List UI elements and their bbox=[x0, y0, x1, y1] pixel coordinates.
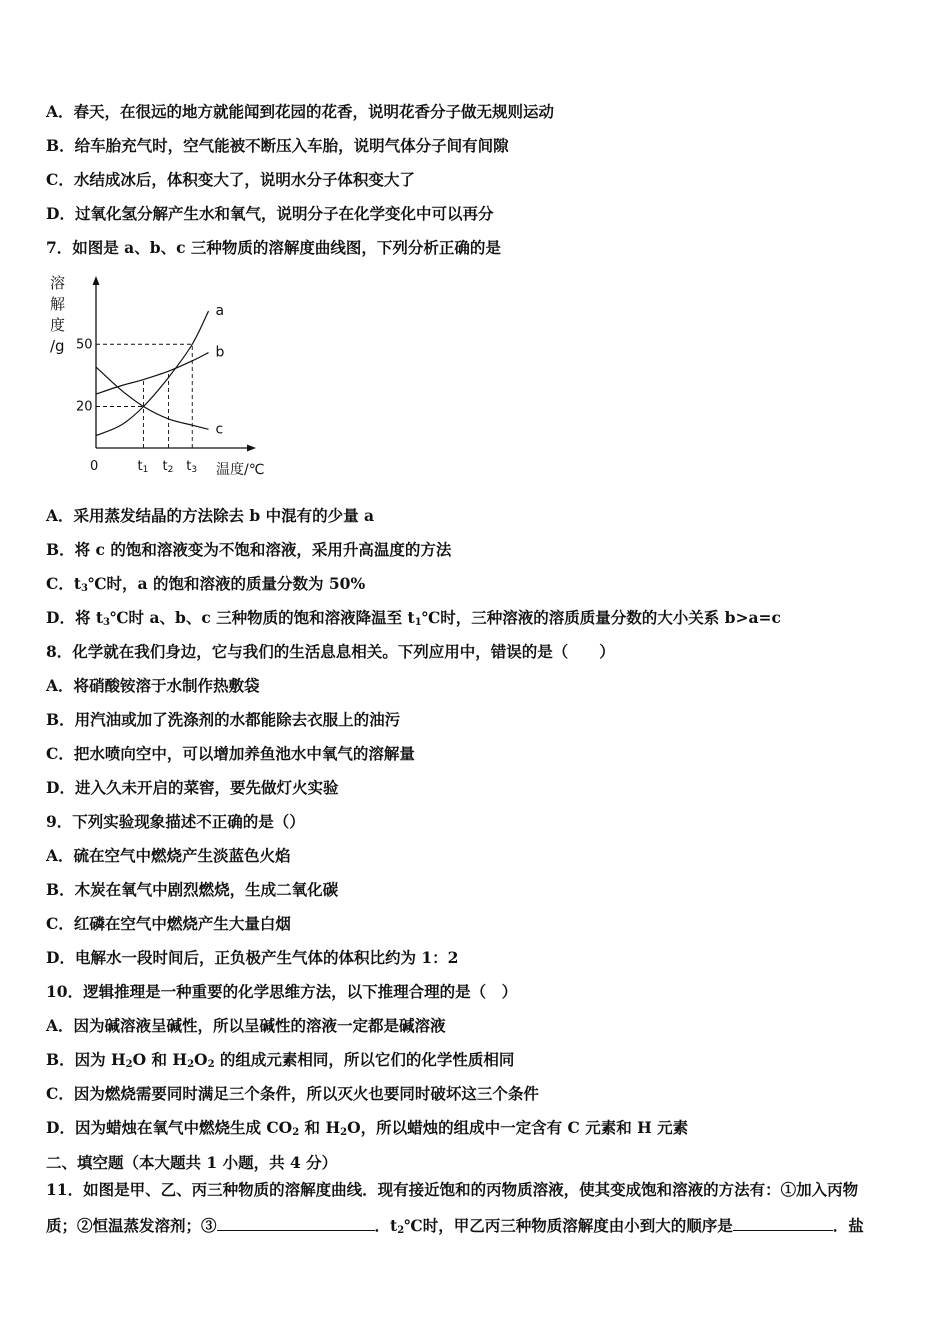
curve-label-a: a bbox=[215, 303, 225, 320]
x-axis-arrow-icon bbox=[247, 445, 256, 452]
y-label-char: /g bbox=[50, 337, 65, 355]
q9-option-b: B．木炭在氧气中剧烈燃烧，生成二氧化碳 bbox=[46, 880, 339, 899]
q7-option-d: D．将 $t_3℃$时 a、b、c 三种物质的饱和溶液降温至 $t_1℃$时，三种溶液的溶质质量分数的大小关系 b>a=c bbox=[46, 608, 781, 628]
origin-label: 0 bbox=[90, 459, 99, 474]
y-axis-arrow-icon bbox=[93, 276, 100, 285]
curve-label-b: b bbox=[215, 344, 225, 361]
tick-labels bbox=[76, 337, 197, 475]
y-tick-label: 50 bbox=[76, 337, 93, 353]
x-axis-label: 温度/℃ bbox=[216, 462, 265, 478]
q6-option-c: C．水结成冰后，体积变大了，说明水分子体积变大了 bbox=[46, 170, 415, 189]
q6-option-b: B．给车胎充气时，空气能被不断压入车胎，说明气体分子间有间隙 bbox=[46, 136, 509, 155]
section-heading: 二、填空题（本大题共 1 小题，共 4 分） bbox=[46, 1153, 338, 1172]
q8-option-d: D．进入久未开启的菜窖，要先做灯火实验 bbox=[46, 778, 339, 797]
q6-option-a: A．春天，在很远的地方就能闻到花园的花香，说明花香分子做无规则运动 bbox=[46, 102, 555, 121]
q9-stem: 9．下列实验现象描述不正确的是（） bbox=[46, 812, 305, 831]
curve-label-c: c bbox=[215, 421, 224, 438]
q10-option-c: C．因为燃烧需要同时满足三个条件，所以灭火也要同时破坏这三个条件 bbox=[46, 1084, 539, 1103]
q10-option-a: A．因为碱溶液呈碱性，所以呈碱性的溶液一定都是碱溶液 bbox=[46, 1016, 446, 1035]
q11-line-1: 11．如图是甲、乙、丙三种物质的溶解度曲线．现有接近饱和的丙物质溶液，使其变成饱和溶液的方法有：①加入丙物 bbox=[46, 1180, 859, 1199]
guide-lines bbox=[96, 344, 192, 448]
y-tick-label: 20 bbox=[76, 399, 93, 415]
q10-stem: 10．逻辑推理是一种重要的化学思维方法，以下推理合理的是（ ） bbox=[46, 982, 518, 1001]
answer-blank[interactable] bbox=[217, 1216, 375, 1231]
q7-stem: 7．如图是 a、b、c 三种物质的溶解度曲线图，下列分析正确的是 bbox=[46, 238, 501, 257]
q8-option-b: B．用汽油或加了洗涤剂的水都能除去衣服上的油污 bbox=[46, 710, 401, 729]
q8-option-c: C．把水喷向空中，可以增加养鱼池水中氧气的溶解量 bbox=[46, 744, 415, 763]
x-tick-label: t1 bbox=[137, 459, 149, 475]
q7-option-a: A．采用蒸发结晶的方法除去 b 中混有的少量 a bbox=[46, 506, 375, 525]
q9-option-d: D．电解水一段时间后，正负极产生气体的体积比约为 1：2 bbox=[46, 948, 459, 967]
y-label-char: 解 bbox=[50, 295, 66, 313]
q11-line-2: 质；②恒温蒸发溶剂；③ ．$t_2℃$时，甲乙丙三种物质溶解度由小到大的顺序是 ．盐 bbox=[46, 1216, 864, 1236]
y-axis-label bbox=[50, 274, 65, 355]
q7-option-b: B．将 c 的饱和溶液变为不饱和溶液，采用升高温度的方法 bbox=[46, 540, 452, 559]
answer-blank[interactable] bbox=[733, 1216, 833, 1231]
q8-stem: 8．化学就在我们身边，它与我们的生活息息相关。下列应用中，错误的是（ ） bbox=[46, 642, 615, 661]
y-label-char: 度 bbox=[50, 316, 66, 334]
solubility-chart bbox=[44, 268, 284, 480]
curves bbox=[96, 303, 225, 437]
q9-option-c: C．红磷在空气中燃烧产生大量白烟 bbox=[46, 914, 291, 933]
curve-a bbox=[96, 311, 209, 436]
q6-option-d: D．过氧化氢分解产生水和氧气，说明分子在化学变化中可以再分 bbox=[46, 204, 494, 223]
q10-option-b: B．因为 $H_2O$ 和 $H_2O_2$ 的组成元素相同，所以它们的化学性质相同 bbox=[46, 1050, 515, 1070]
x-tick-label: t2 bbox=[162, 459, 174, 475]
q8-option-a: A．将硝酸铵溶于水制作热敷袋 bbox=[46, 676, 260, 695]
y-label-char: 溶 bbox=[50, 274, 66, 292]
x-tick-label: t3 bbox=[186, 459, 198, 475]
curve-b bbox=[96, 353, 209, 395]
q10-option-d: D．因为蜡烛在氧气中燃烧生成 $CO_2$ 和 $H_2O$，所以蜡烛的组成中一定含有 C 元素和 H 元素 bbox=[46, 1118, 689, 1138]
q7-option-c: C．$t_3℃$时，a 的饱和溶液的质量分数为 50% bbox=[46, 574, 366, 594]
q9-option-a: A．硫在空气中燃烧产生淡蓝色火焰 bbox=[46, 846, 291, 865]
